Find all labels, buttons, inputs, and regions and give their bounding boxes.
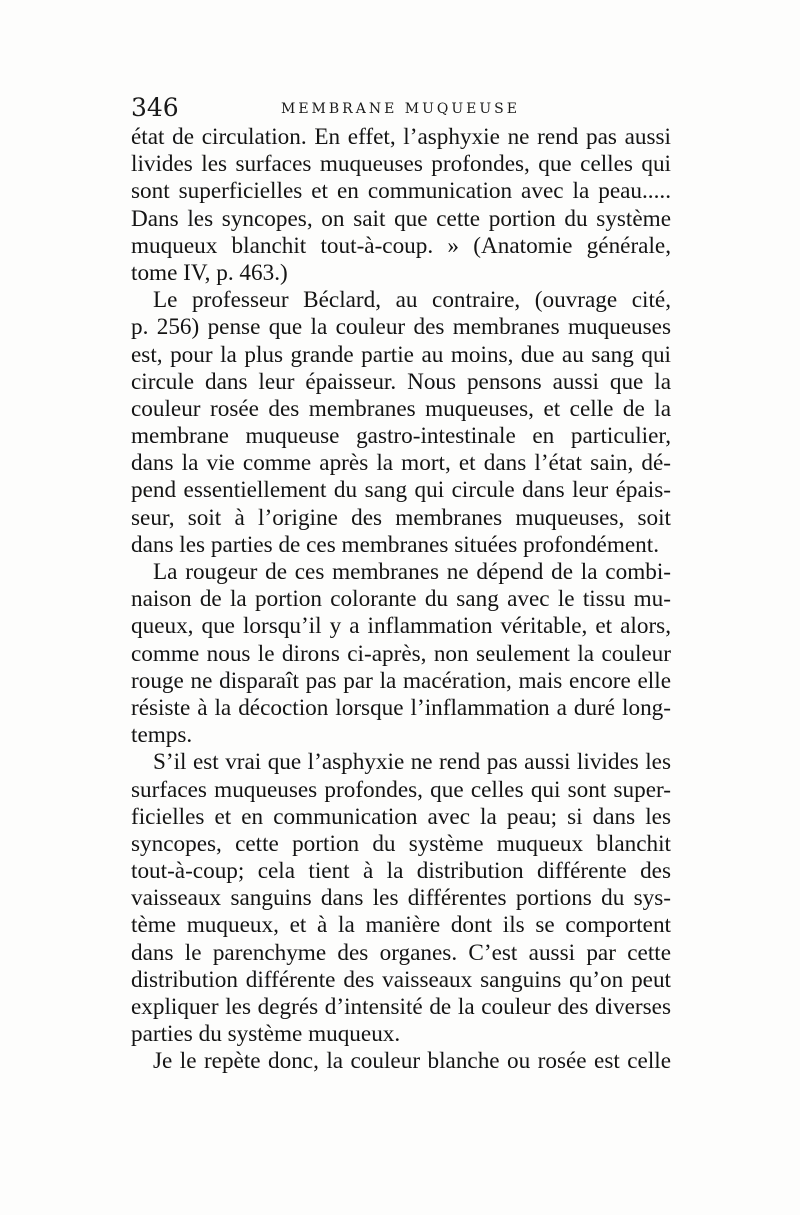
text-line: vaisseaux sanguins dans les différentes portions du sys- — [131, 885, 671, 912]
text-line: surfaces muqueuses profondes, que celles qui sont super- — [131, 776, 671, 803]
text-line: ficielles et en communication avec la peau; si dans les — [131, 803, 671, 830]
body-text — [131, 124, 671, 1076]
text-line: Dans les syncopes, on sait que cette portion du système — [131, 205, 671, 232]
text-line: p. 256) pense que la couleur des membranes muqueuses — [131, 314, 671, 341]
text-line: membrane muqueuse gastro-intestinale en particulier, — [131, 423, 671, 450]
text-line: Le professeur Béclard, au contraire, (ouvrage cité, — [153, 287, 671, 314]
text-line: état de circulation. En effet, l’asphyxie ne rend pas aussi — [131, 124, 671, 150]
text-line: tème muqueux, et à la manière dont ils se comportent — [131, 912, 671, 939]
text-line: muqueux blanchit tout-à-coup. » (Anatomie générale, — [131, 232, 671, 259]
text-line: Je le repète donc, la couleur blanche ou rosée est celle — [153, 1048, 671, 1075]
text-line: tout-à-coup; cela tient à la distribution différente des — [131, 858, 671, 885]
text-line: couleur rosée des membranes muqueuses, et celle de la — [131, 395, 671, 422]
text-line: livides les surfaces muqueuses profondes, que celles qui — [131, 151, 671, 178]
page-number: 346 — [131, 93, 179, 122]
text-line: est, pour la plus grande partie au moins, due au sang qui — [131, 341, 671, 368]
text-line: queux, que lorsqu’il y a inflammation véritable, et alors, — [131, 613, 671, 640]
text-line: résiste à la décoction lorsque l’inflammation a duré long- — [131, 694, 671, 721]
page-header — [131, 93, 676, 123]
text-line: distribution différente des vaisseaux sanguins qu’on peut — [131, 966, 671, 993]
text-line: parties du système muqueux. — [131, 1021, 401, 1048]
text-line: expliquer les degrés d’intensité de la couleur des diverses — [131, 994, 671, 1020]
text-line: circule dans leur épaisseur. Nous pensons aussi que la — [131, 368, 671, 395]
text-line: rouge ne disparaît pas par la macération, mais encore elle — [131, 667, 671, 694]
running-head: MEMBRANE MUQUEUSE — [281, 101, 520, 117]
text-line: sont superficielles et en communication avec la peau..... — [131, 178, 671, 205]
text-line: pend essentiellement du sang qui circule dans leur épais- — [131, 477, 671, 504]
text-line: La rougeur de ces membranes ne dépend de la combi- — [153, 559, 671, 585]
text-line: S’il est vrai que l’asphyxie ne rend pas aussi livides les — [153, 749, 671, 776]
text-line: dans les parties de ces membranes situées profondément. — [131, 531, 659, 558]
text-line: naison de la portion colorante du sang avec le tissu mu- — [131, 586, 671, 613]
text-line: temps. — [131, 722, 193, 749]
text-line: tome IV, p. 463.) — [131, 259, 288, 286]
text-line: comme nous le dirons ci-après, non seulement la couleur — [131, 640, 671, 667]
text-line: syncopes, cette portion du système muqueux blanchit — [131, 830, 671, 857]
text-line: dans la vie comme après la mort, et dans l’état sain, dé- — [131, 450, 671, 477]
text-line: dans le parenchyme des organes. C’est aussi par cette — [131, 939, 671, 966]
text-line: seur, soit à l’origine des membranes muqueuses, soit — [131, 504, 671, 531]
